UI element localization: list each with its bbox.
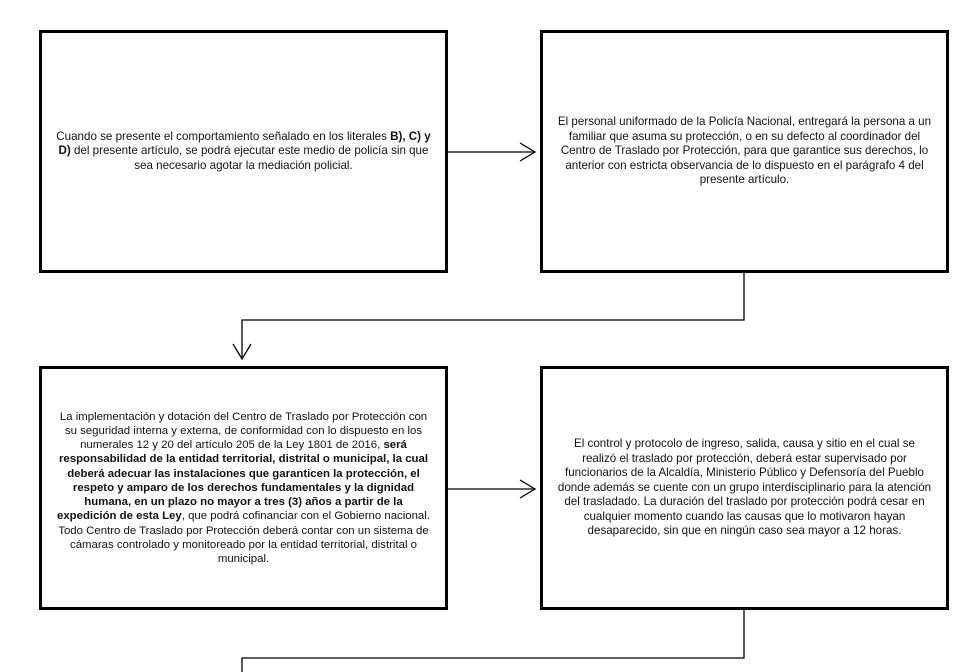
connector-line-4-to-next: [242, 610, 744, 672]
step-3-text-bold: será responsabilidad de la entidad territorial, distrital o municipal, la cual deberá adecuar las instalaciones que garanticen la protección, el respeto y amparo de los derechos fundamentales y la dignidad humana, en un plazo no mayor a tres (3) años a partir de la expedición de esta Ley: [57, 439, 429, 523]
step-4-text-part: El control y protocolo de ingreso, salida, causa y sitio en el cual se realizó el traslado por protección, deberá estar supervisado por funcionarios de la Alcaldía, Ministerio Público y Defensoría del Pueblo donde además se cuente con un grupo interdisciplinario para la atención del trasladado. La duración del traslado por protección podrá cesar en cualquier momento cuando las causas que lo motivaron hayan desaparecido, sin que en ningún caso sea mayor a 12 horas.: [557, 437, 932, 538]
step-1-text-part: Cuando se presente el comportamiento señalado en los literales: [56, 129, 391, 143]
step-1-text-bold: B), C) y D): [58, 129, 431, 158]
connector-arrow-3-to-4: [448, 480, 535, 498]
step-3-text-part: , que podrá cofinanciar con el Gobierno nacional. Todo Centro de Traslado por Protección deberá contar con un sistema de cámaras controlado y monitoreado por la entidad territorial, distrital o municipal.: [58, 510, 430, 566]
step-3-text-part: La implementación y dotación del Centro de Traslado por Protección con su seguridad interna y externa, de conformidad con lo dispuesto en los numerales 12 y 20 del artículo 205 de la Ley 1801 de 2016,: [59, 410, 428, 452]
step-2-text-part: El personal uniformado de la Policía Nacional, entregará la persona a un familiar que asuma su protección, o en su defecto al coordinador del Centro de Traslado por Protección, para que garantice sus derechos, lo anterior con estricta observancia de lo dispuesto en el parágrafo 4 del presente artículo.: [557, 115, 932, 187]
step-1-text-part: del presente artículo, se podrá ejecutar este medio de policía sin que sea necesario agotar la mediación policial.: [70, 144, 429, 172]
connector-arrow-1-to-2: [448, 143, 535, 161]
connector-arrow-2-to-3: [233, 273, 744, 359]
